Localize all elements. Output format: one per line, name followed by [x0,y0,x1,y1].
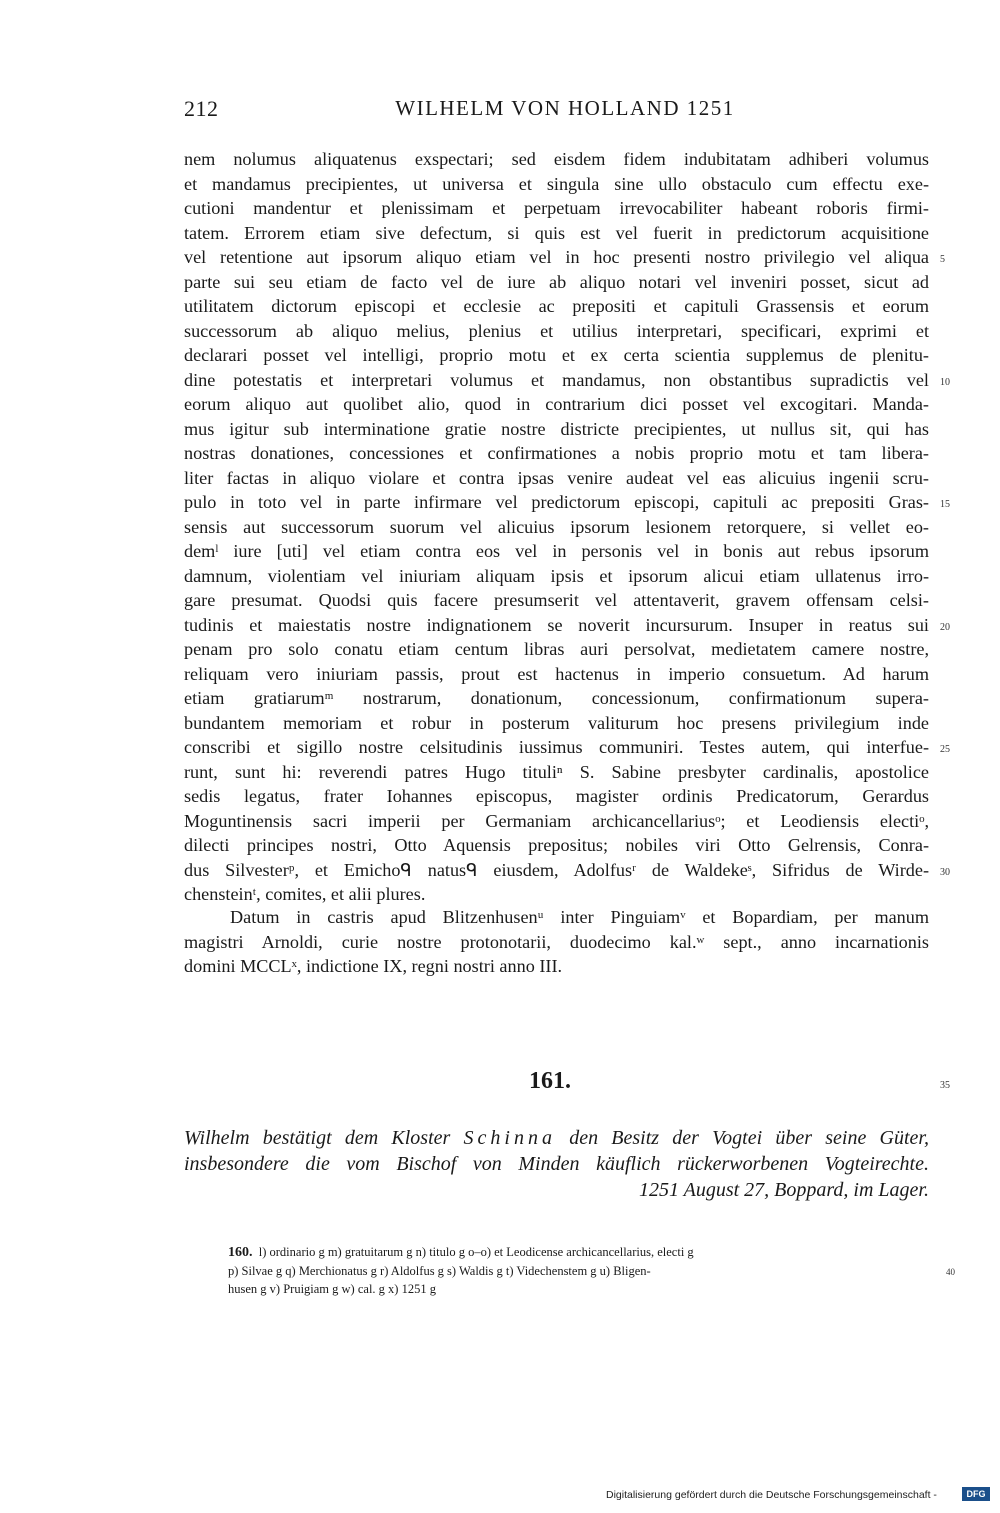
place-name: Schinna [463,1127,556,1149]
line-text: parte sui seu etiam de facto vel de iure ab aliquo notari vel inveniri posset, sicut ad [184,271,929,292]
text-line [184,441,929,466]
regest-text: Wilhelm bestätigt dem Kloster [184,1127,464,1149]
text-line [184,613,950,638]
line-text: mus igitur sub interminatione gratie nostre districte precipientes, ut nullus sit, qui has [184,418,929,439]
datum-line: Datum in castris apud Blitzenhusenᵘ inter Pinguiamᵛ et Bopardiam, per manum [230,907,929,927]
line-text: sensis aut successorum suorum vel alicuius ipsorum lesionem retorquere, si vellet eo- [184,516,929,537]
text-line [184,637,929,662]
line-text: bundantem memoriam et robur in posterum valiturum hoc presens privilegium inde [184,712,929,733]
line-text: et mandamus precipientes, ut universa et singula sine ullo obstaculo cum effectu exe- [184,173,929,194]
line-text: eorum aliquo aut quolibet alio, quod in contrarium dici posset vel excogitari. Manda- [184,394,929,414]
text-line [184,196,929,221]
regest-line: insbesondere die vom Bischof von Minden käuflich rückerworbenen Vogteirechte. [184,1153,929,1175]
text-line [184,515,929,540]
line-number: 25 [940,744,950,755]
footnote-text: l) ordinario g m) gratuitarum g n) titulo g o–o) et Leodicense archicancellarius, electi g [258,1245,694,1259]
line-text: etiam gratiarumᵐ nostrarum, donationum, concessionum, confirmationum supera- [184,688,929,708]
dfg-logo-icon: DFG [962,1487,990,1501]
text-line [184,221,929,246]
line-number: 5 [940,254,945,265]
line-text: liter factas in aliquo violare et contra ipsas venire audeat vel eas alicuius ingenii scru- [184,467,929,488]
line-text: utilitatem dictorum episcopi et ecclesie ac prepositi et capituli Grassensis et eorum [184,296,929,316]
line-text: reliquam vero iniuriam passis, prout est hactenus in imperio consuetum. Ad harum [184,663,929,684]
document-number: 161. [529,1068,571,1094]
text-line [184,735,950,760]
footnote-line [228,1243,928,1262]
footnote-text: p) Silvae g q) Merchionatus g r) Aldolfus g s) Waldis g t) Videchenstem g u) Bligen- [228,1264,651,1278]
text-line [184,858,950,883]
datum-line: magistri Arnoldi, curie nostre protonotarii, duodecimo kal.ʷ sept., anno incarnationis [184,931,929,952]
line-text: Moguntinensis sacri imperii per Germaniam archicancellariusᵒ; et Leodiensis electiᵒ, [184,810,929,831]
line-text: dus Silvesterᵖ, et Emichoᑫ natusᑫ eiusdem, Adolfusʳ de Waldekeˢ, Sifridus de Wirde- [184,859,929,880]
text-line [184,368,950,393]
text-line [184,539,929,564]
text-line [184,760,929,785]
text-line [184,172,929,197]
line-text: conscribi et sigillo nostre celsitudinis iussimus communiri. Testes autem, qui interfue- [184,737,929,757]
text-line [184,686,929,711]
line-text: nem nolumus aliquatenus exspectari; sed eisdem fidem indubitatam adhiberi volumus [184,149,929,169]
text-line [184,588,929,613]
datum-line: domini MCCLˣ, indictione IX, regni nostri anno III. [184,956,563,976]
regest [184,1125,929,1203]
text-line [184,466,929,491]
footnotes [228,1243,955,1298]
text-line [184,417,929,442]
datum-paragraph [184,905,929,979]
footnote-line [228,1262,955,1280]
line-text: nostras donationes, concessiones et confirmationes a nobis proprio motu et tam libera- [184,443,929,463]
line-text: penam pro solo conatu etiam centum libras auri persolvat, medietatem camere nostre, [184,639,929,659]
line-number: 35 [940,1080,950,1091]
text-line [184,809,929,834]
text-line [184,564,929,589]
line-text: successorum ab aliquo melius, plenius et utilius interpretari, specificari, exprimi et [184,320,929,341]
regest-text: den Besitz der Vogtei über seine Güter, [555,1127,929,1149]
line-number: 30 [940,866,950,878]
line-text: dilecti principes nostri, Otto Aquensis prepositus; nobiles viri Otto Gelrensis, Conra- [184,835,929,855]
line-text: declarari posset vel intelligi, proprio motu et ex certa scientia supplemus de plenitu- [184,345,929,365]
text-line [184,270,929,295]
line-number: 15 [940,499,950,510]
line-text: sedis legatus, frater Iohannes episcopus, magister ordinis Predicatorum, Gerardus [184,786,929,806]
text-line [184,319,929,344]
page-number: 212 [184,96,219,121]
text-line [184,147,929,172]
line-text: tudinis et maiestatis nostre indignationem se noverit incursurum. Insuper in reatus sui [184,614,929,635]
text-line [184,833,929,858]
regest-line [184,1125,929,1151]
text-line [184,662,929,687]
text-line [184,882,929,907]
line-number: 10 [940,376,950,388]
line-number: 40 [946,1267,955,1277]
text-line [184,294,929,319]
main-text [184,147,950,907]
footnote-label: 160. [228,1245,253,1260]
text-line [184,784,929,809]
line-text: pulo in toto vel in parte infirmare vel predictorum episcopi, capituli ac prepositi Gras- [184,492,929,512]
line-text: runt, sunt hi: reverendi patres Hugo tituliⁿ S. Sabine presbyter cardinalis, apostolice [184,761,929,782]
line-text: chensteinᵗ, comites, et alii plures. [184,884,426,904]
text-line [184,343,929,368]
text-line [184,245,945,270]
line-number: 20 [940,621,950,633]
running-head: WILHELM VON HOLLAND 1251 [395,96,735,120]
digitization-credit: Digitalisierung gefördert durch die Deutsche Forschungsgemeinschaft - [606,1489,937,1501]
regest-date: 1251 August 27, Boppard, im Lager. [638,1179,929,1201]
line-text: cutioni mandentur et plenissimam et perpetuam irrevocabiliter habeant roboris firmi- [184,198,929,218]
line-text: vel retentione aut ipsorum aliquo etiam vel in hoc presenti nostro privilegio vel aliqua [184,247,929,267]
line-text: tatem. Errorem etiam sive defectum, si quis est vel fuerit in predictorum acquisitione [184,222,929,243]
line-text: gare presumat. Quodsi quis facere presumserit vel attentaverit, gravem offensam celsi- [184,590,929,610]
text-line [184,392,929,417]
line-text: dine potestatis et interpretari volumus et mandamus, non obstantibus supradictis vel [184,369,929,390]
text-line [184,490,950,515]
footnote-line: husen g v) Pruigiam g w) cal. g x) 1251 g [228,1282,436,1296]
line-text: demˡ iure [uti] vel etiam contra eos vel in personis vel in bonis aut rebus ipsorum [184,541,929,561]
line-text: damnum, violentiam vel iniuriam aliquam ipsis et ipsorum alicui etiam ullatenus irro- [184,565,929,586]
text-line [184,711,929,736]
